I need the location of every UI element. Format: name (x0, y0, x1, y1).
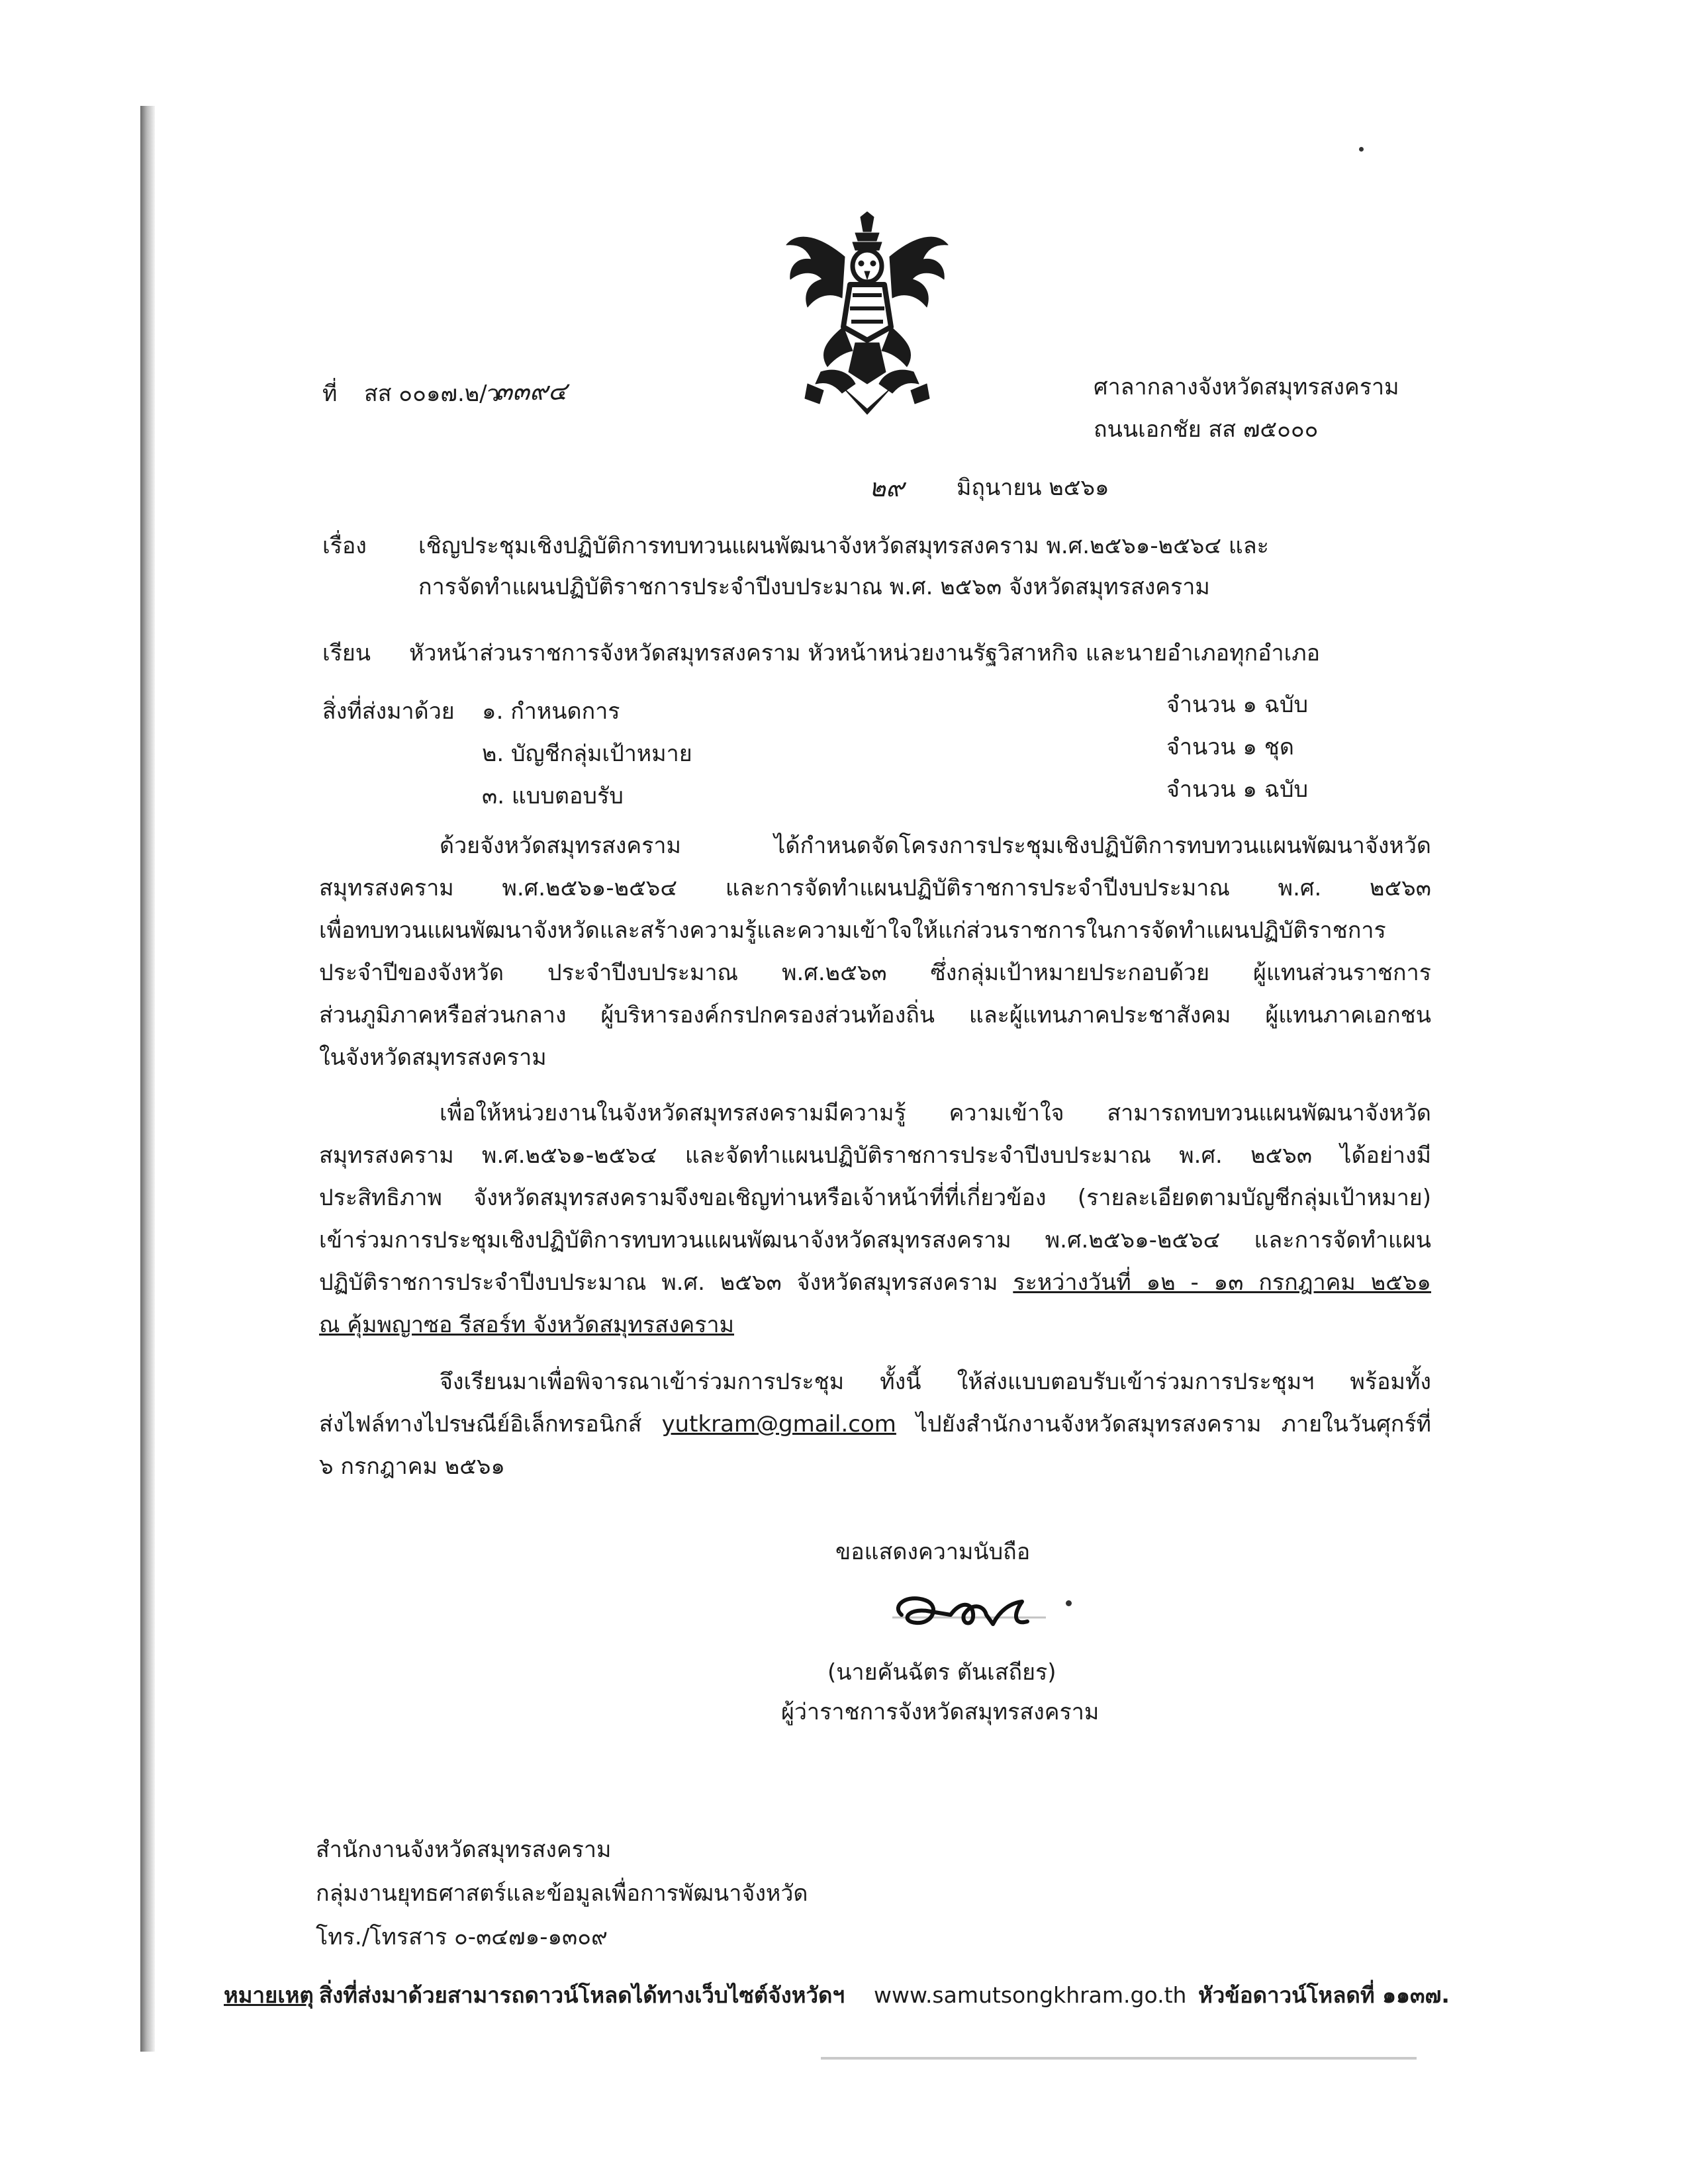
contact-phone: โทร./โทรสาร ๐-๓๔๗๑-๑๓๐๙ (316, 1924, 608, 1950)
paragraph-line: ประจำปีของจังหวัด ประจำปีงบประมาณ พ.ศ.๒๕๖๓ ซึ่งกลุ่มเป้าหมายประกอบด้วย ผู้แทนส่วนราชการ (319, 960, 1431, 986)
scan-shadow-edge (140, 106, 155, 2052)
enclosure-item-qty: จำนวน ๑ ฉบับ (1166, 692, 1309, 718)
sender-address-line2: ถนนเอกชัย สส ๗๕๐๐๐ (1094, 416, 1319, 443)
paragraph-line (319, 1261, 1431, 1304)
enclosure-item-qty: จำนวน ๑ ฉบับ (1166, 776, 1309, 803)
note-label: หมายเหตุ (224, 1982, 314, 2008)
ref-number: สส ๐๐๑๗.๒/ว (364, 381, 500, 407)
paragraph-line: ส่วนภูมิภาคหรือส่วนกลาง ผู้บริหารองค์กรปกครองส่วนท้องถิ่น และผู้แทนภาคประชาสังคม ผู้แทนภาคเอกชน (319, 1002, 1431, 1028)
note-suffix: หัวข้อดาวน์โหลดที่ ๑๑๓๗. (1198, 1982, 1450, 2008)
paragraph-line: จึงเรียนมาเพื่อพิจารณาเข้าร่วมการประชุม ทั้งนี้ ให้ส่งแบบตอบรับเข้าร่วมการประชุมฯ พร้อมทั้ง (440, 1369, 1431, 1395)
paragraph-line: สมุทรสงคราม พ.ศ.๒๕๖๑-๒๕๖๔ และการจัดทำแผนปฏิบัติราชการประจำปีงบประมาณ พ.ศ. ๒๕๖๓ (319, 875, 1431, 901)
paragraph-line: สมุทรสงคราม พ.ศ.๒๕๖๑-๒๕๖๔ และจัดทำแผนปฏิบัติราชการประจำปีงบประมาณ พ.ศ. ๒๕๖๓ ได้อย่างมี (319, 1142, 1431, 1169)
paragraph-line: ในจังหวัดสมุทรสงคราม (319, 1044, 547, 1071)
paragraph-line: เข้าร่วมการประชุมเชิงปฏิบัติการทบทวนแผนพัฒนาจังหวัดสมุทรสงคราม พ.ศ.๒๕๖๑-๒๕๖๔ และการจัดทำแผน (319, 1227, 1431, 1253)
body-paragraph-3 (319, 1361, 1431, 1488)
contact-office: สำนักงานจังหวัดสมุทรสงคราม (316, 1837, 612, 1863)
paragraph-line: ๖ กรกฎาคม ๒๕๖๑ (319, 1453, 506, 1480)
paragraph-line (319, 1304, 1431, 1346)
enclosure-item-name: ๒. บัญชีกลุ่มเป้าหมาย (482, 741, 692, 767)
paragraph-line: ด้วยจังหวัดสมุทรสงคราม ได้กำหนดจัดโครงการประชุมเชิงปฏิบัติการทบทวนแผนพัฒนาจังหวัด (440, 833, 1431, 859)
paragraph-line: ประสิทธิภาพ จังหวัดสมุทรสงครามจึงขอเชิญท่านหรือเจ้าหน้าที่ที่เกี่ยวข้อง (รายละเอียดตามบัญชีกลุ่มเป้าหมาย) (319, 1185, 1431, 1211)
garuda-emblem (781, 210, 953, 416)
ref-label: ที่ (322, 381, 338, 407)
date-month-year: มิถุนายน ๒๕๖๑ (957, 475, 1109, 501)
paragraph-line: เพื่อทบทวนแผนพัฒนาจังหวัดและสร้างความรู้และความเข้าใจให้แก่ส่วนราชการในการจัดทำแผนปฏิบัติราชการ (319, 917, 1386, 944)
enclosure-item-name: ๓. แบบตอบรับ (482, 783, 624, 809)
closing-regards: ขอแสดงความนับถือ (835, 1539, 1031, 1565)
ref-handwritten-number: ๓๓๙๔ (495, 377, 567, 406)
meeting-venue: ณ คุ้มพญาซอ รีสอร์ท จังหวัดสมุทรสงคราม (319, 1312, 735, 1338)
paragraph-line: เพื่อให้หน่วยงานในจังหวัดสมุทรสงครามมีความรู้ ความเข้าใจ สามารถทบทวนแผนพัฒนาจังหวัด (440, 1100, 1431, 1126)
signer-name: (นายคันฉัตร ตันเสถียร) (827, 1659, 1056, 1686)
subject-label: เรื่อง (322, 533, 367, 559)
speck (1066, 1600, 1072, 1606)
subject-line2: การจัดทำแผนปฏิบัติราชการประจำปีงบประมาณ พ.ศ. ๒๕๖๓ จังหวัดสมุทรสงคราม (418, 574, 1210, 600)
paragraph-text: ไปยังสำนักงานจังหวัดสมุทรสงคราม ภายในวันศุกร์ที่ (915, 1411, 1432, 1437)
website-link[interactable]: www.samutsongkhram.go.th (874, 1982, 1187, 2008)
enclosure-item-qty: จำนวน ๑ ชุด (1166, 734, 1294, 760)
body-paragraph-2 (319, 1092, 1431, 1346)
paragraph-text: ปฏิบัติราชการประจำปีงบประมาณ พ.ศ. ๒๕๖๓ จังหวัดสมุทรสงคราม (319, 1269, 998, 1296)
body-paragraph-1 (319, 825, 1431, 1079)
scan-bottom-line (821, 2057, 1417, 2060)
date-day: ๒๙ (869, 473, 904, 502)
recipient-label: เรียน (322, 640, 371, 666)
signature (887, 1588, 1066, 1641)
email-link[interactable]: yutkram@gmail.com (661, 1411, 896, 1437)
note-text: สิ่งที่ส่งมาด้วยสามารถดาวน์โหลดได้ทางเว็บไซต์จังหวัดฯ (319, 1982, 845, 2008)
speck (1359, 147, 1364, 152)
sender-address-line1: ศาลากลางจังหวัดสมุทรสงคราม (1094, 374, 1399, 400)
paragraph-line (319, 1403, 1431, 1445)
recipient-text: หัวหน้าส่วนราชการจังหวัดสมุทรสงคราม หัวหน้าหน่วยงานรัฐวิสาหกิจ และนายอำเภอทุกอำเภอ (409, 640, 1321, 666)
enclosures-label: สิ่งที่ส่งมาด้วย (322, 698, 455, 725)
contact-division: กลุ่มงานยุทธศาสตร์และข้อมูลเพื่อการพัฒนาจังหวัด (316, 1880, 808, 1907)
paragraph-text: ส่งไฟล์ทางไปรษณีย์อิเล็กทรอนิกส์ (319, 1411, 642, 1437)
meeting-dates: ระหว่างวันที่ ๑๒ - ๑๓ กรกฎาคม ๒๕๖๑ (1013, 1269, 1431, 1296)
subject-line1: เชิญประชุมเชิงปฏิบัติการทบทวนแผนพัฒนาจังหวัดสมุทรสงคราม พ.ศ.๒๕๖๑-๒๕๖๔ และ (418, 533, 1269, 559)
enclosure-item-name: ๑. กำหนดการ (482, 698, 620, 725)
signer-title: ผู้ว่าราชการจังหวัดสมุทรสงคราม (781, 1699, 1100, 1725)
